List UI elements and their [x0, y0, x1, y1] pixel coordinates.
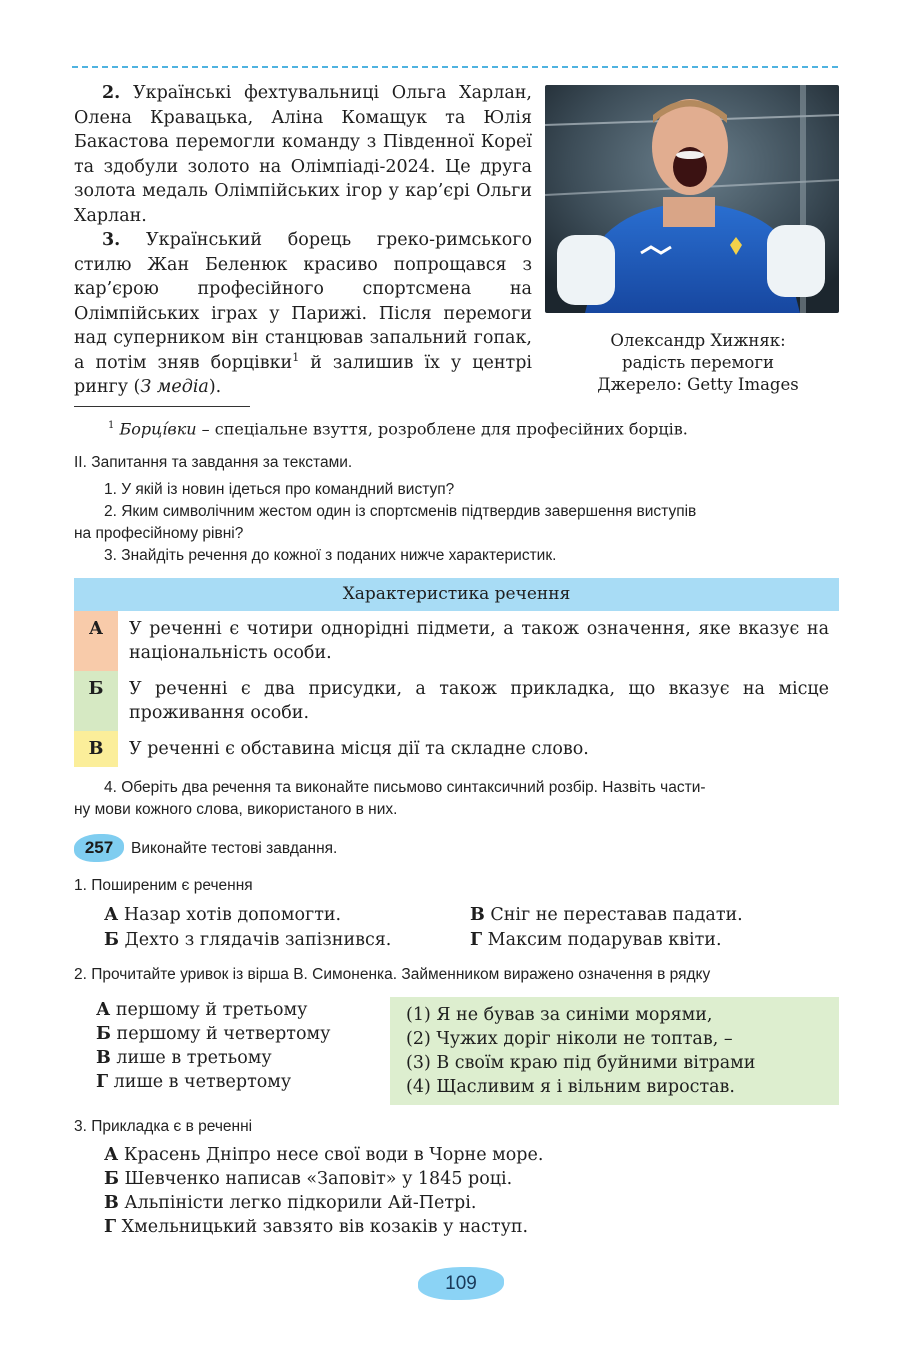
- caption-subtitle: радість перемоги: [622, 353, 774, 372]
- test-2-option-c: [96, 1046, 272, 1070]
- row-letter: Б: [74, 671, 118, 731]
- option-text: Красень Дніпро несе свої води в Чорне море.: [123, 1145, 544, 1165]
- test-2-option-b: [96, 1022, 330, 1046]
- option-text: Альпіністи легко підкорили Ай-Петрі.: [124, 1193, 477, 1213]
- row-text: У реченні є два присудки, а також прикладка, що вказує на місце проживання особи.: [129, 679, 829, 723]
- news-item-3-number: 3.: [102, 230, 121, 250]
- footnote-ref: 1: [292, 350, 300, 364]
- footnote-term: Борці́вки: [119, 419, 197, 439]
- news-item-2-number: 2.: [102, 83, 121, 103]
- test-3-option-d: [104, 1215, 528, 1239]
- poem-excerpt: [390, 997, 839, 1105]
- option-letter: В: [470, 905, 485, 925]
- poem-line: (4) Щасливим я і вільним виростав.: [406, 1077, 735, 1097]
- option-text: лише в третьому: [116, 1048, 272, 1068]
- poem-line: (1) Я не бував за синіми морями,: [406, 1005, 713, 1025]
- news-item-2-text: Українські фехтувальниці Ольга Харлан, Олена Кравацька, Аліна Комащук та Юлія Бакастова перемогли команду з Південної Кореї та здобули золото на Олімпіаді-2024. Це друга золота медаль Олімпійських ігор у кар’єрі Ольги Харлан.: [74, 83, 532, 226]
- test-3-option-b: [104, 1167, 512, 1191]
- test-1-option-c: [470, 903, 743, 927]
- option-letter: А: [104, 905, 119, 925]
- news-item-3: [74, 228, 532, 400]
- row-text: У реченні є обставина місця дії та складне слово.: [129, 739, 589, 759]
- characteristics-table: [74, 578, 839, 767]
- option-text: Назар хотів допомогти.: [123, 905, 342, 925]
- option-letter: А: [96, 1000, 111, 1020]
- option-letter: Г: [470, 930, 483, 950]
- table-row: [74, 671, 839, 731]
- option-text: першому й третьому: [115, 1000, 308, 1020]
- test-2-option-d: [96, 1070, 291, 1094]
- poem-line: (3) В своїм краю під буйними вітрами: [406, 1053, 756, 1073]
- test-3-option-c: [104, 1191, 476, 1215]
- question-1: 1. У якій із новин ідеться про командний виступ?: [104, 481, 455, 498]
- test-1-option-a: [104, 903, 341, 927]
- news-item-3-text-cont: й залишив їх у центрі рингу (: [74, 352, 532, 397]
- footnote-text: – спеціальне взуття, розроблене для професійних борців.: [196, 419, 688, 439]
- option-letter: А: [104, 1145, 119, 1165]
- question-3: 3. Знайдіть речення до кожної з поданих нижче характеристик.: [104, 547, 557, 564]
- option-letter: Б: [96, 1024, 111, 1044]
- question-2-line1: 2. Яким символічним жестом один із спортсменів підтвердив завершення виступів: [104, 503, 697, 520]
- poem-line: (2) Чужих доріг ніколи не топтав, –: [406, 1029, 733, 1049]
- row-letter: В: [74, 731, 118, 767]
- table-row: [74, 611, 839, 671]
- option-text: Максим подарував квіти.: [487, 930, 722, 950]
- test-2-option-a: [96, 998, 307, 1022]
- option-text: Сніг не переставав падати.: [490, 905, 743, 925]
- test-1-question: 1. Поширеним є речення: [74, 877, 253, 894]
- row-letter: А: [74, 611, 118, 671]
- task-4-line1: 4. Оберіть два речення та виконайте письмово синтаксичний розбір. Назвіть части-: [104, 779, 706, 796]
- test-3-question: 3. Прикладка є в реченні: [74, 1118, 253, 1135]
- caption-source: Джерело: Getty Images: [597, 375, 799, 394]
- test-1-option-d: [470, 928, 722, 952]
- option-text: Шевченко написав «Заповіт» у 1845 році.: [124, 1169, 513, 1189]
- task-4-line2: ну мови кожного слова, використаного в них.: [74, 801, 398, 818]
- test-1-option-b: [104, 928, 391, 952]
- table-row: [74, 731, 839, 767]
- photo-caption: [545, 330, 851, 396]
- option-letter: В: [104, 1193, 119, 1213]
- option-letter: Г: [96, 1072, 109, 1092]
- test-2-question: 2. Прочитайте уривок із вірша В. Симоненка. Займенником виражено означення в рядку: [74, 966, 711, 983]
- caption-name: Олександр Хижняк:: [610, 331, 786, 350]
- exercise-number-badge: 257: [74, 834, 124, 862]
- row-text: У реченні є чотири однорідні підмети, а також означення, яке вказує на національність особи.: [129, 619, 829, 663]
- news-item-3-text: Український борець греко-римського стилю Жан Беленюк красиво попрощався з кар’єрою професійного спортсмена на Олімпійських іграх у Парижі. Після перемоги над суперником він станцював запальний гопак, а потім зняв борцівки: [74, 230, 532, 373]
- footnote: [108, 414, 688, 441]
- boxer-photo-illustration: [545, 85, 839, 313]
- option-letter: В: [96, 1048, 111, 1068]
- option-letter: Б: [104, 930, 119, 950]
- news-item-3-end: ).: [208, 377, 222, 397]
- option-letter: Б: [104, 1169, 119, 1189]
- test-3-option-a: [104, 1143, 543, 1167]
- exercise-instruction: Виконайте тестові завдання.: [131, 840, 338, 857]
- news-block: [74, 81, 532, 400]
- section-2-heading: ІІ. Запитання та завдання за текстами.: [74, 454, 353, 471]
- boxer-photo: [545, 85, 839, 313]
- table-header: Характеристика речення: [74, 578, 839, 611]
- news-source: З медіа: [140, 377, 209, 397]
- footnote-marker: 1: [108, 420, 115, 431]
- option-text: лише в четвертому: [113, 1072, 292, 1092]
- option-text: Дехто з глядачів запізнився.: [124, 930, 392, 950]
- option-text: Хмельницький завзято вів козаків у наступ.: [121, 1217, 529, 1237]
- question-2-line2: на професійному рівні?: [74, 525, 244, 542]
- page-number: 109: [418, 1267, 504, 1300]
- top-dashed-rule: [72, 66, 838, 68]
- option-text: першому й четвертому: [116, 1024, 331, 1044]
- footnote-divider: [74, 406, 250, 407]
- news-item-2: [74, 81, 532, 228]
- option-letter: Г: [104, 1217, 117, 1237]
